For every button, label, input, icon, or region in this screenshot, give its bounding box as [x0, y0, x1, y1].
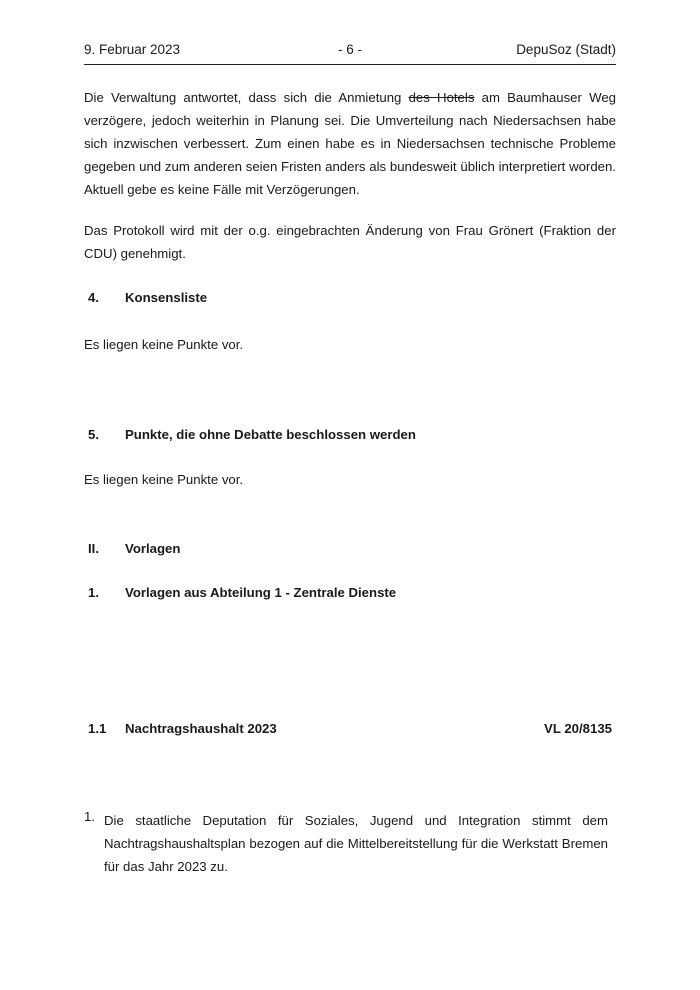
struck-text: des Hotels [408, 90, 475, 105]
heading-title: Punkte, die ohne Debatte beschlossen werden [125, 427, 416, 442]
heading-vorlagen-abteilung-1 [84, 585, 616, 605]
heading-number: 5. [88, 427, 99, 442]
punkte-ohne-debatte-body: Es liegen keine Punkte vor. [84, 472, 244, 487]
heading-vorlagen [84, 541, 616, 561]
heading-title: Vorlagen aus Abteilung 1 - Zentrale Dienste [125, 585, 397, 600]
paragraph-text-end: am Baumhauser Weg verzögere, jedoch weiterhin in Planung sei. Die Umverteilung nach Niedersachsen habe sich inzwischen verbessert. Zum einen habe es in Niedersachsen technische Probleme gegeben und zum anderen seien Fristen anders als bundesweit üblich interpretiert worden. Aktuell gebe es keine Fälle mit Verzögerungen. [84, 90, 616, 197]
resolution-item [84, 809, 616, 878]
header-rule [84, 64, 616, 65]
vorlage-reference: VL 20/8135 [544, 721, 612, 736]
heading-number: 4. [88, 290, 99, 305]
heading-number: II. [88, 541, 99, 556]
page-number: - 6 - [337, 42, 362, 57]
administration-response-paragraph [84, 86, 616, 201]
heading-punkte-ohne-debatte [84, 427, 616, 447]
header-committee: DepuSoz (Stadt) [516, 42, 616, 57]
heading-title: Vorlagen [125, 541, 181, 556]
heading-number: 1. [88, 585, 99, 600]
heading-title: Nachtragshaushalt 2023 [125, 721, 277, 736]
konsensliste-body: Es liegen keine Punkte vor. [84, 337, 244, 352]
heading-konsensliste [84, 290, 616, 310]
paragraph-text-start: Die Verwaltung antwortet, dass sich die Anmietung [84, 90, 409, 105]
heading-title: Konsensliste [125, 290, 208, 305]
protocol-approval-paragraph: Das Protokoll wird mit der o.g. eingebrachten Änderung von Frau Grönert (Fraktion der CDU) genehmigt. [84, 223, 616, 261]
page-header [84, 42, 616, 60]
heading-nachtragshaushalt [84, 721, 616, 741]
resolution-text: Die staatliche Deputation für Soziales, Jugend und Integration stimmt dem Nachtragshaushaltsplan bezogen auf die Mittelbereitstellung für die Werkstatt Bremen für das Jahr 2023 zu. [104, 813, 608, 874]
header-date: 9. Februar 2023 [84, 42, 181, 57]
resolution-number: 1. [84, 809, 95, 824]
heading-number: 1.1 [88, 721, 107, 736]
